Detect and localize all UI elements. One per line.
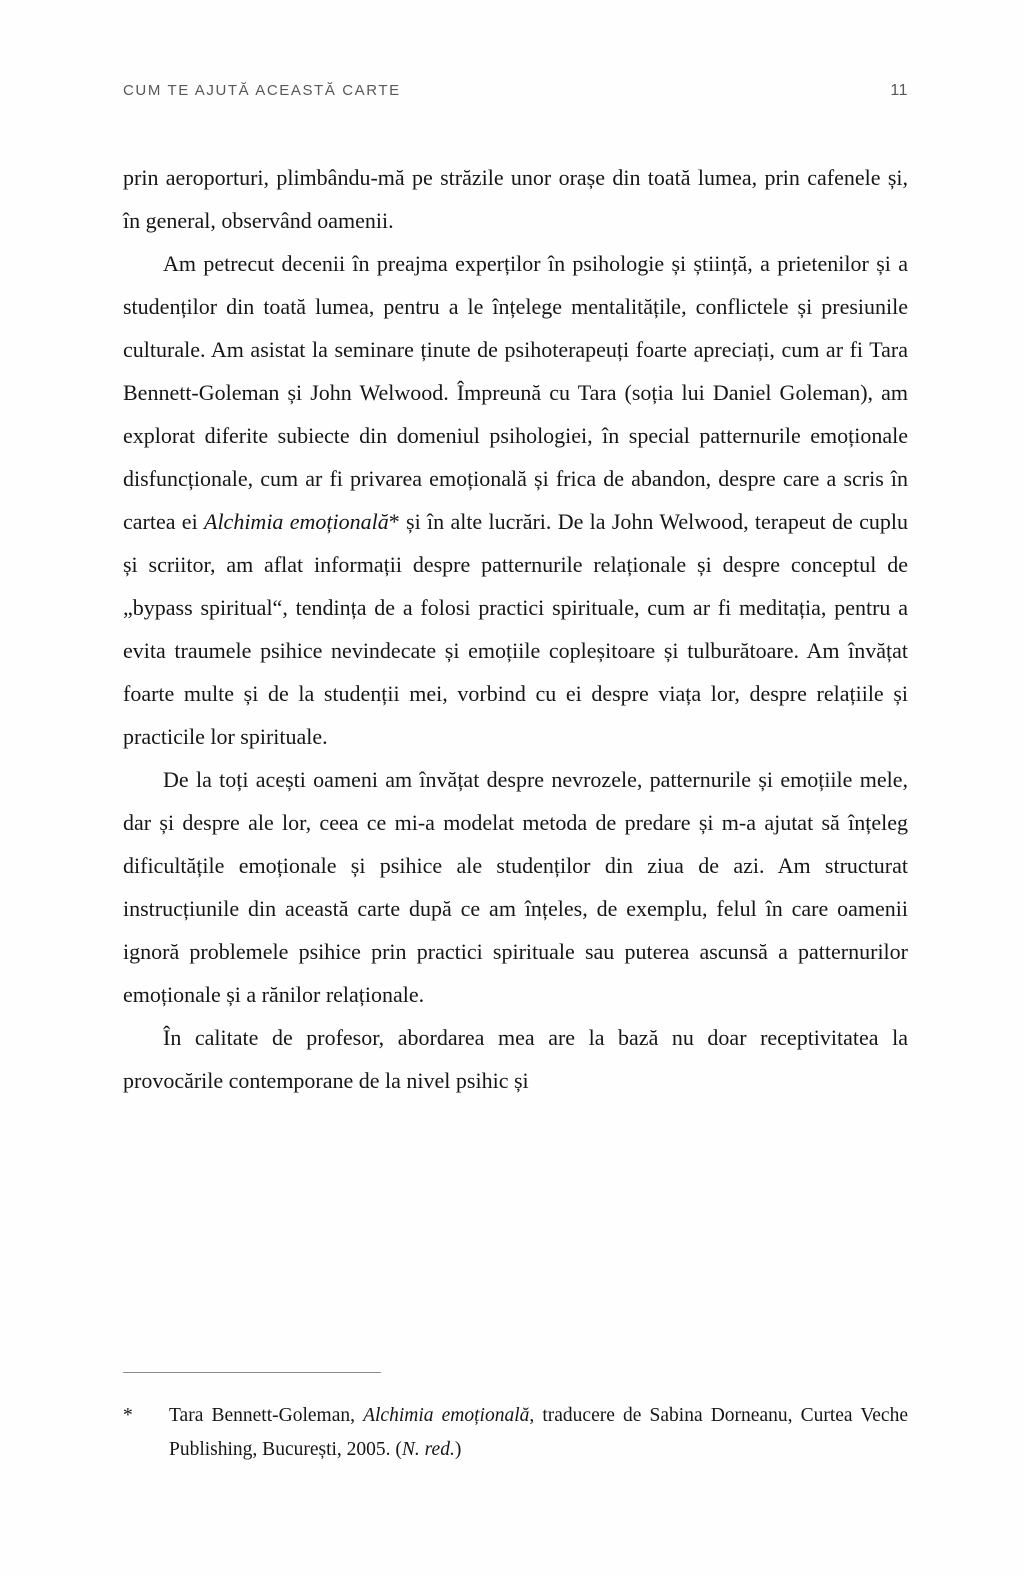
body-paragraph: Am petrecut decenii în preajma experților în psihologie și știință, a prietenilor și a studenților din toată lumea, pentru a le înțelege mentalitățile, conflictele și presiunile culturale. Am asistat la seminare ținute de psihoterapeuți foarte apreciați, cum ar fi Tara Bennett-Goleman și John Welwood. Împreună cu Tara (soția lui Daniel Goleman), am explorat diferite subiecte din domeniul psihologiei, în special patternurile emoționale disfuncționale, cum ar fi privarea emoțională și frica de abandon, despre care a scris în cartea ei Alchimia emoțională* și în alte lucrări. De la John Welwood, terapeut de cuplu și scriitor, am aflat informații despre patternurile relaționale și despre conceptul de „bypass spiritual“, tendința de a folosi practici spirituale, cum ar fi meditația, pentru a evita traumele psihice nevindecate și emoțiile copleșitoare și tulburătoare. Am învățat foarte multe și de la studenții mei, vorbind cu ei despre viața lor, despre relațiile și practicile lor spirituale. [123,251,909,749]
body-paragraph: prin aeroporturi, plimbându-mă pe străzile unor orașe din toată lumea, prin cafenele și, în general, observând oamenii. [123,165,908,233]
footnote-rule [123,1372,381,1373]
body-paragraph: În calitate de profesor, abordarea mea are la bază nu doar receptivitatea la provocările contemporane de la nivel psihic și [123,1025,908,1093]
page-number: 11 [890,82,908,99]
body-text [123,156,908,1102]
footnote-text: Tara Bennett-Goleman, Alchimia emoțională, traducere de Sabina Dorneanu, Curtea Veche Publishing, București, 2005. (N. red.) [169,1405,908,1460]
body-paragraph: De la toți acești oameni am învățat despre nevrozele, patternurile și emoțiile mele, dar și despre ale lor, ceea ce mi-a modelat metoda de predare și m-a ajutat să înțeleg dificultățile emoționale și psihice ale studenților din ziua de azi. Am structurat instrucțiunile din această carte după ce am înțeles, de exemplu, felul în care oamenii ignoră problemele psihice prin practici spirituale sau puterea ascunsă a patternurilor emoționale și a rănilor relaționale. [123,767,908,1007]
running-title: CUM TE AJUTĂ ACEASTĂ CARTE [123,82,401,99]
page-header [123,82,908,100]
footnote [123,1399,908,1467]
footnote-area [123,1372,908,1467]
footnote-marker: * [123,1405,133,1426]
